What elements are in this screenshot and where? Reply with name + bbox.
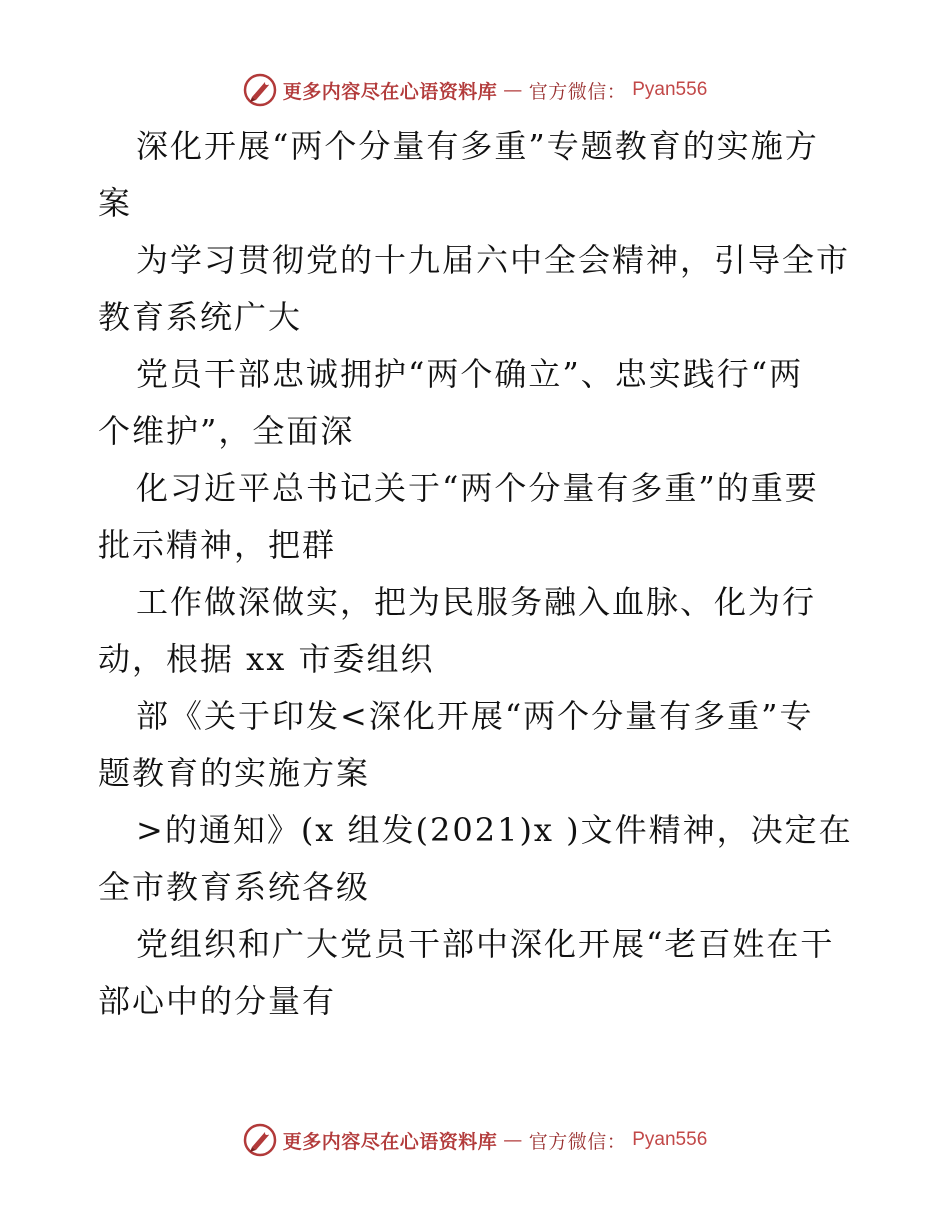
banner-wechat-label: 官方微信： xyxy=(528,80,627,103)
pen-logo-icon xyxy=(243,73,277,107)
document-line: 案 xyxy=(98,184,133,222)
banner-wechat-label: 官方微信： xyxy=(528,1130,627,1153)
document-line: 教育系统广大 xyxy=(98,298,303,336)
footer-banner xyxy=(0,1120,950,1160)
document-line: 部心中的分量有 xyxy=(98,982,337,1020)
document-line: 党员干部忠诚拥护“两个确立”、忠实践行“两 xyxy=(136,355,804,393)
header-banner xyxy=(0,70,950,110)
document-line: 部《关于印发<深化开展“两个分量有多重”专 xyxy=(136,697,814,735)
document-line: 动，根据 xx 市委组织 xyxy=(98,640,435,678)
document-line: 为学习贯彻党的十九届六中全会精神，引导全市 xyxy=(136,241,851,279)
banner-title: 更多内容尽在心语资料库 xyxy=(282,1130,498,1153)
pen-logo-icon xyxy=(243,1123,277,1157)
banner-wechat-id: Pyan556 xyxy=(632,1129,708,1150)
document-line: 题教育的实施方案 xyxy=(98,754,371,792)
document-line: 深化开展“两个分量有多重”专题教育的实施方 xyxy=(136,127,819,165)
banner-wechat-id: Pyan556 xyxy=(632,79,708,100)
document-line: 化习近平总书记关于“两个分量有多重”的重要 xyxy=(136,469,819,507)
document-line: 批示精神，把群 xyxy=(98,526,337,564)
banner-title: 更多内容尽在心语资料库 xyxy=(282,80,498,103)
document-line: 党组织和广大党员干部中深化开展“老百姓在干 xyxy=(136,925,835,963)
document-body xyxy=(98,118,858,1030)
document-line: 工作做深做实，把为民服务融入血脉、化为行 xyxy=(136,583,817,621)
document-line: >的通知》(x 组发(2021)x )文件精神，决定在 xyxy=(136,811,853,849)
banner-separator: — xyxy=(503,79,523,101)
document-line: 全市教育系统各级 xyxy=(98,868,371,906)
document-line: 个维护”，全面深 xyxy=(98,412,355,450)
banner-separator: — xyxy=(503,1129,523,1151)
